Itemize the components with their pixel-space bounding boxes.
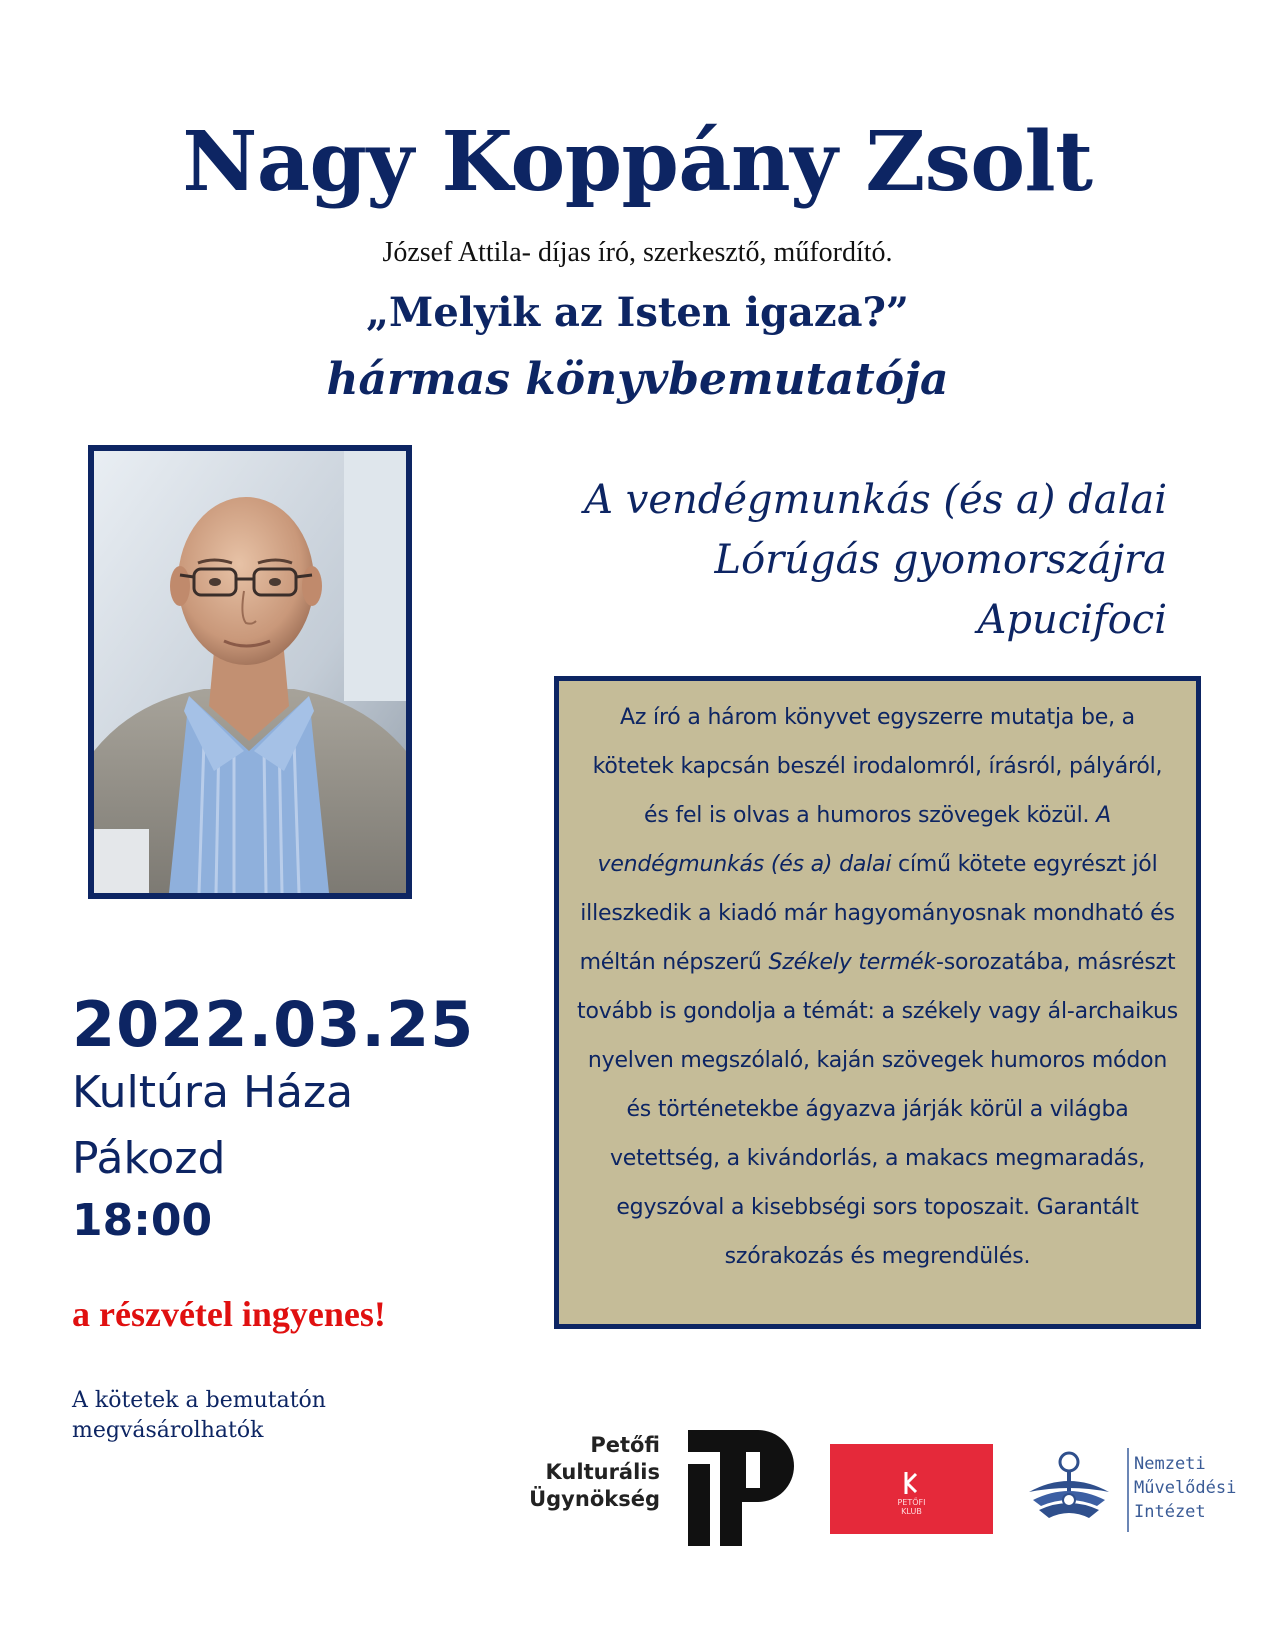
purchase-note-line-1: A kötetek a bemutatón (72, 1388, 326, 1413)
pku-wordmark (500, 1432, 660, 1513)
description-box (554, 676, 1201, 1329)
description-part-3: -sorozatába, másrészt tovább is gondolja a témát: a székely vagy ál-archaikus nyelven megszólaló, kaján szövegek humoros módon és történetekbe ágyazva járják körül a világba vetettség, a kivándorlás, a makacs megmaradás, egyszóval a kisebbségi sors toposzait. Garantált szórakozás és megrendülés. (577, 950, 1178, 1269)
book-item: Lórúgás gyomorszájra (714, 537, 1167, 583)
pku-logo-icon (688, 1430, 794, 1546)
pku-line-3: Ügynökség (529, 1487, 660, 1511)
nmi-divider (1127, 1448, 1129, 1532)
portrait-illustration (94, 451, 406, 893)
description-part-2: című kötete egyrészt jól illeszkedik a kiadó már hagyományosnak mondható és méltán népszerű (579, 852, 1175, 975)
author-name: Nagy Koppány Zsolt (182, 114, 1093, 210)
book-item: Apucifoci (977, 597, 1167, 643)
event-venue (72, 1060, 353, 1192)
book-item: A vendégmunkás (és a) dalai (584, 477, 1167, 523)
nmi-emblem-icon (1025, 1448, 1113, 1528)
petofi-klub-line-1: PETŐFI (897, 1498, 926, 1507)
petofi-klub-label (830, 1498, 993, 1516)
event-type: hármas könyvbemutatója (326, 354, 949, 405)
nmi-line-2: Művelődési (1134, 1478, 1237, 1498)
nmi-wordmark (1134, 1452, 1236, 1524)
venue-town: Pákozd (72, 1133, 226, 1184)
book-list (584, 470, 1167, 650)
description-part-1: Az író a három könyvet egyszerre mutatja be, a kötetek kapcsán beszél irodalomról, írásról, pályáról, és fel is olvas a humoros szövegek közül. (592, 705, 1163, 828)
petofi-klub-line-2: KLUB (901, 1507, 922, 1516)
nmi-line-3: Intézet (1134, 1502, 1206, 1522)
pku-line-1: Petőfi (590, 1433, 660, 1457)
book-title: „Melyik az Isten igaza?” (366, 289, 909, 336)
author-photo (88, 445, 412, 899)
purchase-note-line-2: megvásárolhatók (72, 1418, 264, 1443)
venue-name: Kultúra Háza (72, 1067, 354, 1118)
event-time: 18:00 (72, 1195, 213, 1246)
petofi-klub-icon (902, 1472, 920, 1494)
purchase-note (72, 1386, 326, 1446)
author-subtitle: József Attila- díjas író, szerkesztő, műfordító. (382, 237, 893, 268)
pku-line-2: Kulturális (545, 1460, 660, 1484)
petofi-klub-logo (830, 1444, 993, 1534)
event-date: 2022.03.25 (72, 988, 475, 1061)
description-italic-title: A vendégmunkás (és a) dalai (597, 803, 1111, 877)
description-text (577, 693, 1178, 1281)
nmi-line-1: Nemzeti (1134, 1454, 1206, 1474)
free-entry-notice: a részvétel ingyenes! (72, 1294, 386, 1334)
description-italic-series: Székely termék (768, 950, 937, 975)
